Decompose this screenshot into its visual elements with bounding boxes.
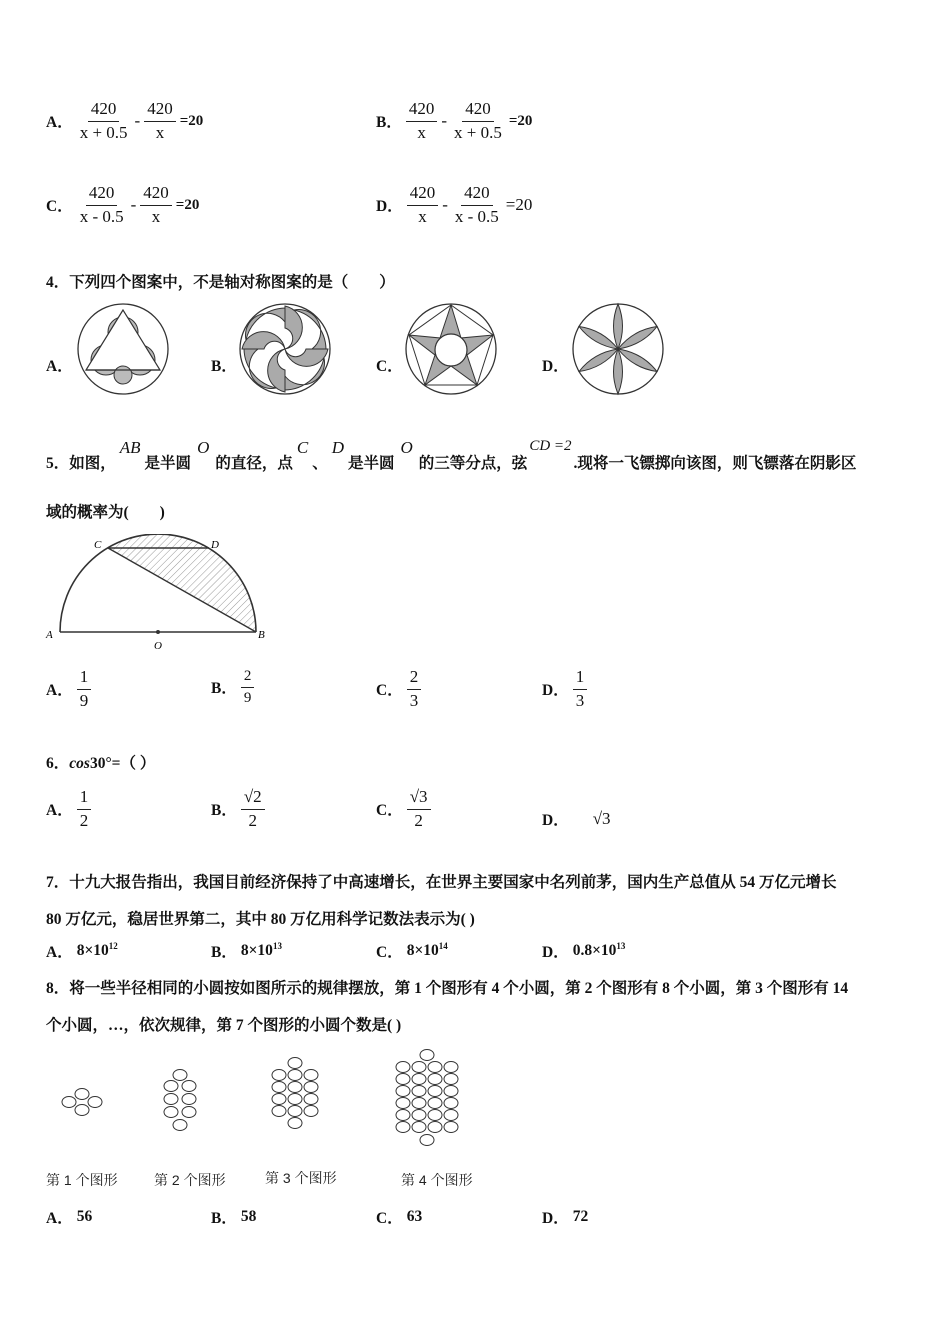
fraction: $\frac{420}{x + 0.5}$	[79, 99, 128, 142]
q4-figure-c[interactable]	[404, 302, 498, 396]
q8-pattern-2	[158, 1068, 202, 1136]
q6-suffix: 30°=（ ）	[89, 755, 156, 772]
fraction: $\frac{√2}{2}$	[241, 788, 265, 830]
q8-caption-2: 第 2 个图形	[154, 1172, 226, 1188]
option-label: B．	[211, 944, 237, 961]
fraction: $\frac{420}{x}$	[140, 184, 172, 226]
option-label: D．	[542, 1210, 569, 1227]
base: 8×10	[406, 942, 439, 960]
q6-option-b[interactable]	[211, 788, 265, 830]
q3-option-a[interactable]	[46, 100, 203, 142]
q5-option-b[interactable]	[211, 668, 254, 706]
q5-math-cd: CD =2	[529, 438, 572, 454]
option-label: C．	[376, 944, 403, 961]
q8-stem-line1: 8．将一些半径相同的小圆按如图所示的规律摆放，第 1 个图形有 4 个小圆，第 2 个图形有 8 个小圆，第 3 个图形有 14	[46, 980, 849, 997]
option-label: B．	[211, 680, 237, 697]
q5-text: 、	[312, 455, 328, 472]
q5-text: 5．如图，	[46, 455, 116, 472]
q4-option-b-label[interactable]: B．	[211, 358, 237, 375]
q6-number: 6．	[46, 755, 70, 772]
q5-stem-line2: 域的概率为( )	[46, 504, 165, 521]
rhs: =20	[179, 112, 204, 129]
q5-option-c[interactable]	[376, 668, 421, 710]
label-o: O	[154, 640, 162, 652]
q6-stem	[46, 751, 155, 773]
q6-cos: cos	[69, 755, 90, 772]
q7-stem-line2: 80 万亿元，稳居世界第二，其中 80 万亿用科学记数法表示为( )	[46, 911, 475, 928]
base: 0.8×10	[572, 942, 617, 960]
operator: -	[441, 111, 448, 131]
q8-option-c[interactable]	[376, 1206, 422, 1228]
fraction: $\frac{420}{x - 0.5}$	[79, 183, 124, 226]
q8-caption-1: 第 1 个图形	[46, 1172, 118, 1188]
fraction: $\frac{√3}{2}$	[407, 788, 431, 830]
exponent: 12	[108, 941, 118, 952]
q8-option-a[interactable]	[46, 1206, 92, 1228]
option-label: A．	[46, 682, 73, 700]
q5-math-d: D	[331, 438, 344, 457]
q6-option-d[interactable]	[542, 808, 611, 830]
q5-math-c: C	[296, 438, 309, 457]
option-label: A．	[46, 944, 73, 961]
q5-text: 是半圆	[348, 455, 395, 472]
q5-math-ab: AB	[119, 438, 141, 457]
option-label: B．	[211, 802, 237, 820]
q5-option-a[interactable]	[46, 668, 91, 710]
option-value: 56	[76, 1208, 93, 1225]
q8-caption-4: 第 4 个图形	[401, 1172, 473, 1188]
fraction: $\frac{1}{9}$	[77, 668, 92, 710]
label-b: B	[258, 629, 265, 641]
q6-option-c[interactable]	[376, 788, 431, 830]
label-d: D	[211, 539, 219, 551]
q8-pattern-4	[390, 1048, 464, 1158]
sqrt-value: √3	[592, 809, 611, 828]
option-label: C．	[46, 198, 73, 216]
option-label: A．	[46, 114, 73, 132]
q7-option-d[interactable]	[542, 940, 625, 962]
q8-option-b[interactable]	[211, 1206, 256, 1228]
q4-figure-d[interactable]	[571, 302, 665, 396]
q5-text: 的直径，点	[215, 455, 293, 472]
fraction: $\frac{2}{3}$	[407, 668, 422, 710]
option-label: D．	[542, 682, 569, 700]
q5-option-d[interactable]	[542, 668, 587, 710]
q7-option-a[interactable]	[46, 940, 118, 962]
q5-math-o: O	[400, 438, 413, 457]
q8-stem-line2: 个小圆，…，依次规律，第 7 个图形的小圆个数是( )	[46, 1017, 402, 1034]
option-label: D．	[542, 944, 569, 961]
q6-option-a[interactable]	[46, 788, 91, 830]
operator: -	[442, 195, 448, 215]
q4-option-a-label[interactable]: A．	[46, 358, 73, 375]
option-value: 72	[572, 1208, 589, 1225]
q5-text: .现将一飞镖掷向该图，则飞镖落在阴影区	[573, 455, 857, 472]
rhs: =20	[175, 196, 200, 213]
q4-option-c-label[interactable]: C．	[376, 358, 403, 375]
option-value: 63	[406, 1208, 423, 1225]
fraction: $\frac{420}{x + 0.5}$	[454, 99, 502, 142]
q3-option-d[interactable]	[376, 184, 532, 226]
fraction: $\frac{420}{x}$	[407, 184, 439, 226]
option-label: C．	[376, 802, 403, 820]
rhs: =20	[508, 112, 533, 129]
q5-text: 是半圆	[144, 455, 192, 472]
fraction: $\frac{1}{3}$	[573, 668, 588, 710]
option-label: C．	[376, 1210, 403, 1227]
q7-option-b[interactable]	[211, 940, 282, 962]
option-label: A．	[46, 802, 73, 820]
option-label: A．	[46, 1210, 73, 1227]
fraction: $\frac{420}{x}$	[406, 100, 438, 142]
q5-text: 的三等分点，弦	[418, 455, 528, 472]
base: 8×10	[240, 942, 273, 960]
q7-option-c[interactable]	[376, 940, 448, 962]
rhs: =20	[505, 195, 533, 215]
fraction: $\frac{420}{x}$	[144, 100, 176, 142]
option-label: D．	[542, 812, 569, 829]
option-value: 58	[240, 1208, 257, 1225]
q4-figure-b[interactable]	[238, 302, 332, 396]
option-label: B．	[376, 114, 402, 132]
q4-figure-a[interactable]	[76, 302, 170, 396]
q4-option-d-label[interactable]: D．	[542, 358, 569, 375]
operator: -	[134, 111, 141, 131]
label-a: A	[46, 629, 53, 641]
q8-pattern-1	[60, 1088, 104, 1116]
q3-option-c[interactable]	[46, 184, 199, 226]
exponent: 14	[438, 941, 448, 952]
exponent: 13	[616, 941, 626, 952]
fraction: $\frac{420}{x - 0.5}$	[454, 183, 499, 226]
q8-option-d[interactable]	[542, 1206, 588, 1228]
q8-caption-3: 第 3 个图形	[265, 1170, 337, 1186]
q5-math-o: O	[197, 438, 210, 457]
q4-stem: 4．下列四个图案中，不是轴对称图案的是（ ）	[46, 274, 395, 291]
fraction: $\frac{1}{2}$	[77, 788, 92, 830]
operator: -	[130, 195, 137, 215]
base: 8×10	[76, 942, 109, 960]
q5-stem-line1	[46, 438, 856, 473]
fraction: $\frac{2}{9}$	[241, 668, 255, 706]
q3-option-b[interactable]	[376, 100, 532, 142]
option-label: C．	[376, 682, 403, 700]
q7-stem-line1: 7．十九大报告指出，我国目前经济保持了中高速增长，在世界主要国家中名列前茅，国内生产总值从 54 万亿元增长	[46, 874, 837, 891]
q5-semicircle-figure	[44, 534, 274, 654]
option-label: B．	[211, 1210, 237, 1227]
exponent: 13	[272, 941, 282, 952]
label-c: C	[94, 539, 102, 551]
q8-pattern-3	[266, 1056, 324, 1146]
option-label: D．	[376, 198, 403, 216]
